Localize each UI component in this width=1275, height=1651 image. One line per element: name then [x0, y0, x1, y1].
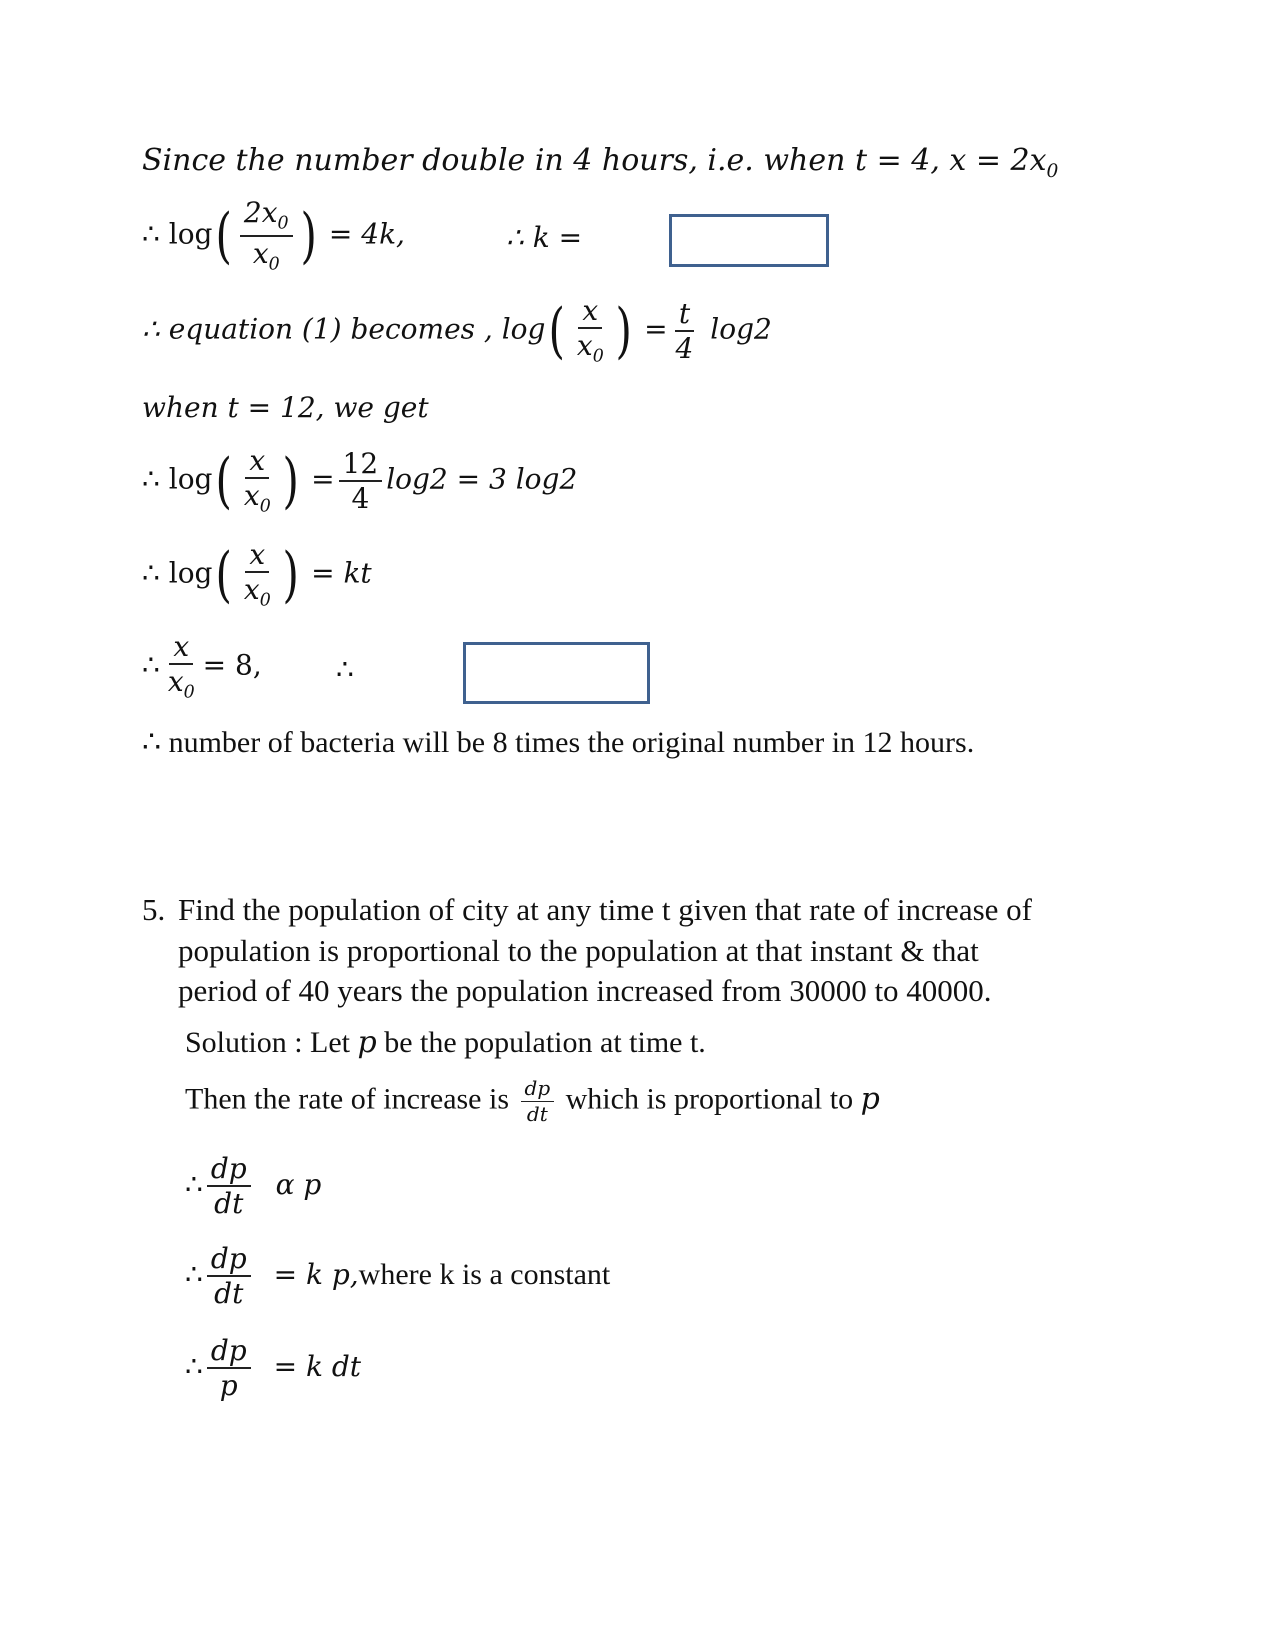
numerator: x [245, 446, 269, 479]
constant-step [185, 1244, 610, 1309]
numerator: 2x [243, 196, 278, 229]
fraction-dp-dt [207, 1244, 251, 1309]
question-number: 5. [142, 892, 166, 927]
question-line: period of 40 years the population increased from 30000 to 40000. [178, 973, 992, 1009]
ratio-equation [142, 632, 262, 702]
fraction-dp-p [207, 1336, 251, 1401]
log-label: log [168, 217, 213, 251]
k-label: ∴ k = [506, 221, 583, 254]
step-rhs-text: where k is a constant [358, 1257, 611, 1291]
therefore-symbol: ∴ [185, 1167, 203, 1201]
numerator-subscript: 0 [277, 213, 289, 234]
fraction [573, 296, 608, 366]
therefore-symbol: ∴ [142, 462, 160, 496]
therefore-symbol: ∴ [185, 1349, 203, 1383]
proportional-step [185, 1154, 321, 1219]
equals-sign: = [644, 312, 668, 346]
equation-rhs: log2 = 3 log2 [386, 462, 578, 496]
numerator: t [675, 299, 694, 332]
question-line: population is proportional to the population at that instant & that [178, 932, 979, 968]
rate-suffix: which is proportional to [565, 1082, 861, 1116]
denominator-subscript: 0 [592, 346, 604, 367]
right-paren: ) [282, 540, 299, 611]
denominator: x [243, 479, 260, 513]
therefore-symbol: ∴ [142, 217, 160, 251]
equals-sign: = [311, 462, 335, 496]
condition-line [142, 143, 1059, 182]
separation-step [185, 1336, 361, 1401]
denominator-subscript: 0 [268, 254, 280, 275]
rate-line [185, 1078, 880, 1125]
numerator: x [578, 296, 602, 329]
equation-rhs: = 4k, [328, 217, 405, 251]
left-paren: ( [548, 296, 566, 367]
log-equation-k [142, 198, 405, 274]
denominator: dt [214, 1187, 244, 1221]
condition-subscript: 0 [1046, 161, 1059, 182]
step-rhs-math: = k p, [273, 1257, 359, 1291]
therefore-symbol-2: ∴ [336, 653, 354, 686]
therefore-symbol: ∴ [142, 556, 160, 590]
log-label: log [168, 462, 213, 496]
equation-lhs: ∴ equation (1) becomes , log [142, 312, 546, 346]
log-label: log [168, 556, 213, 590]
log-equation-12 [142, 446, 577, 516]
denominator: dt [526, 1102, 548, 1126]
denominator: p [219, 1369, 238, 1403]
equation-rhs: = 8, [202, 648, 262, 682]
step-rhs: = k dt [273, 1349, 361, 1383]
numerator: dp [521, 1078, 555, 1102]
rate-prefix: Then the rate of increase is [185, 1082, 510, 1116]
question-text [178, 890, 1032, 1012]
therefore-symbol: ∴ [142, 648, 160, 682]
when-t-12-line: when t = 12, we get [142, 391, 429, 424]
fraction [240, 446, 275, 516]
therefore-symbol: ∴ [185, 1257, 203, 1291]
log-equation-kt [142, 540, 372, 610]
answer-box-k[interactable] [669, 214, 829, 267]
equation-rhs: = kt [311, 556, 372, 590]
numerator: dp [207, 1244, 251, 1277]
denominator-subscript: 0 [183, 682, 195, 703]
right-paren: ) [615, 296, 632, 367]
fraction [240, 198, 293, 274]
denominator: x [243, 573, 260, 607]
left-paren: ( [215, 446, 233, 517]
right-paren: ) [282, 446, 299, 517]
denominator: x [576, 329, 593, 363]
denominator: 4 [351, 482, 370, 516]
fraction-12-over-4 [339, 446, 383, 516]
answer-box-ratio[interactable] [463, 642, 650, 704]
variable-p: p [357, 1025, 377, 1060]
fraction [240, 540, 275, 610]
solution-suffix: be the population at time t. [376, 1026, 706, 1059]
fraction-dp-dt [207, 1154, 251, 1219]
denominator: x [252, 236, 269, 270]
conclusion-line: ∴ number of bacteria will be 8 times the original number in 12 hours. [142, 726, 975, 759]
equation-rhs: log2 [710, 312, 772, 346]
left-paren: ( [215, 540, 233, 611]
numerator: dp [207, 1154, 251, 1187]
step-rhs: α p [275, 1167, 322, 1201]
denominator: x [167, 665, 184, 699]
solution-prefix: Solution : Let [185, 1026, 358, 1059]
equation-1-line [142, 296, 772, 366]
numerator: dp [207, 1336, 251, 1369]
numerator: 12 [339, 449, 383, 482]
numerator: x [169, 632, 193, 665]
question-line: Find the population of city at any time t given that rate of increase of [178, 892, 1032, 927]
left-paren: ( [215, 200, 233, 271]
denominator-subscript: 0 [259, 496, 271, 517]
fraction-t-over-4 [672, 296, 698, 366]
denominator-subscript: 0 [259, 590, 271, 611]
denominator: dt [214, 1277, 244, 1311]
denominator: 4 [675, 332, 694, 366]
solution-line [185, 1025, 706, 1060]
numerator: x [245, 540, 269, 573]
right-paren: ) [300, 200, 317, 271]
variable-p: p [860, 1081, 880, 1117]
fraction-dp-dt-small [521, 1078, 555, 1125]
condition-text: Since the number double in 4 hours, i.e. when t = 4, x = 2x [142, 143, 1047, 178]
fraction [164, 632, 199, 702]
